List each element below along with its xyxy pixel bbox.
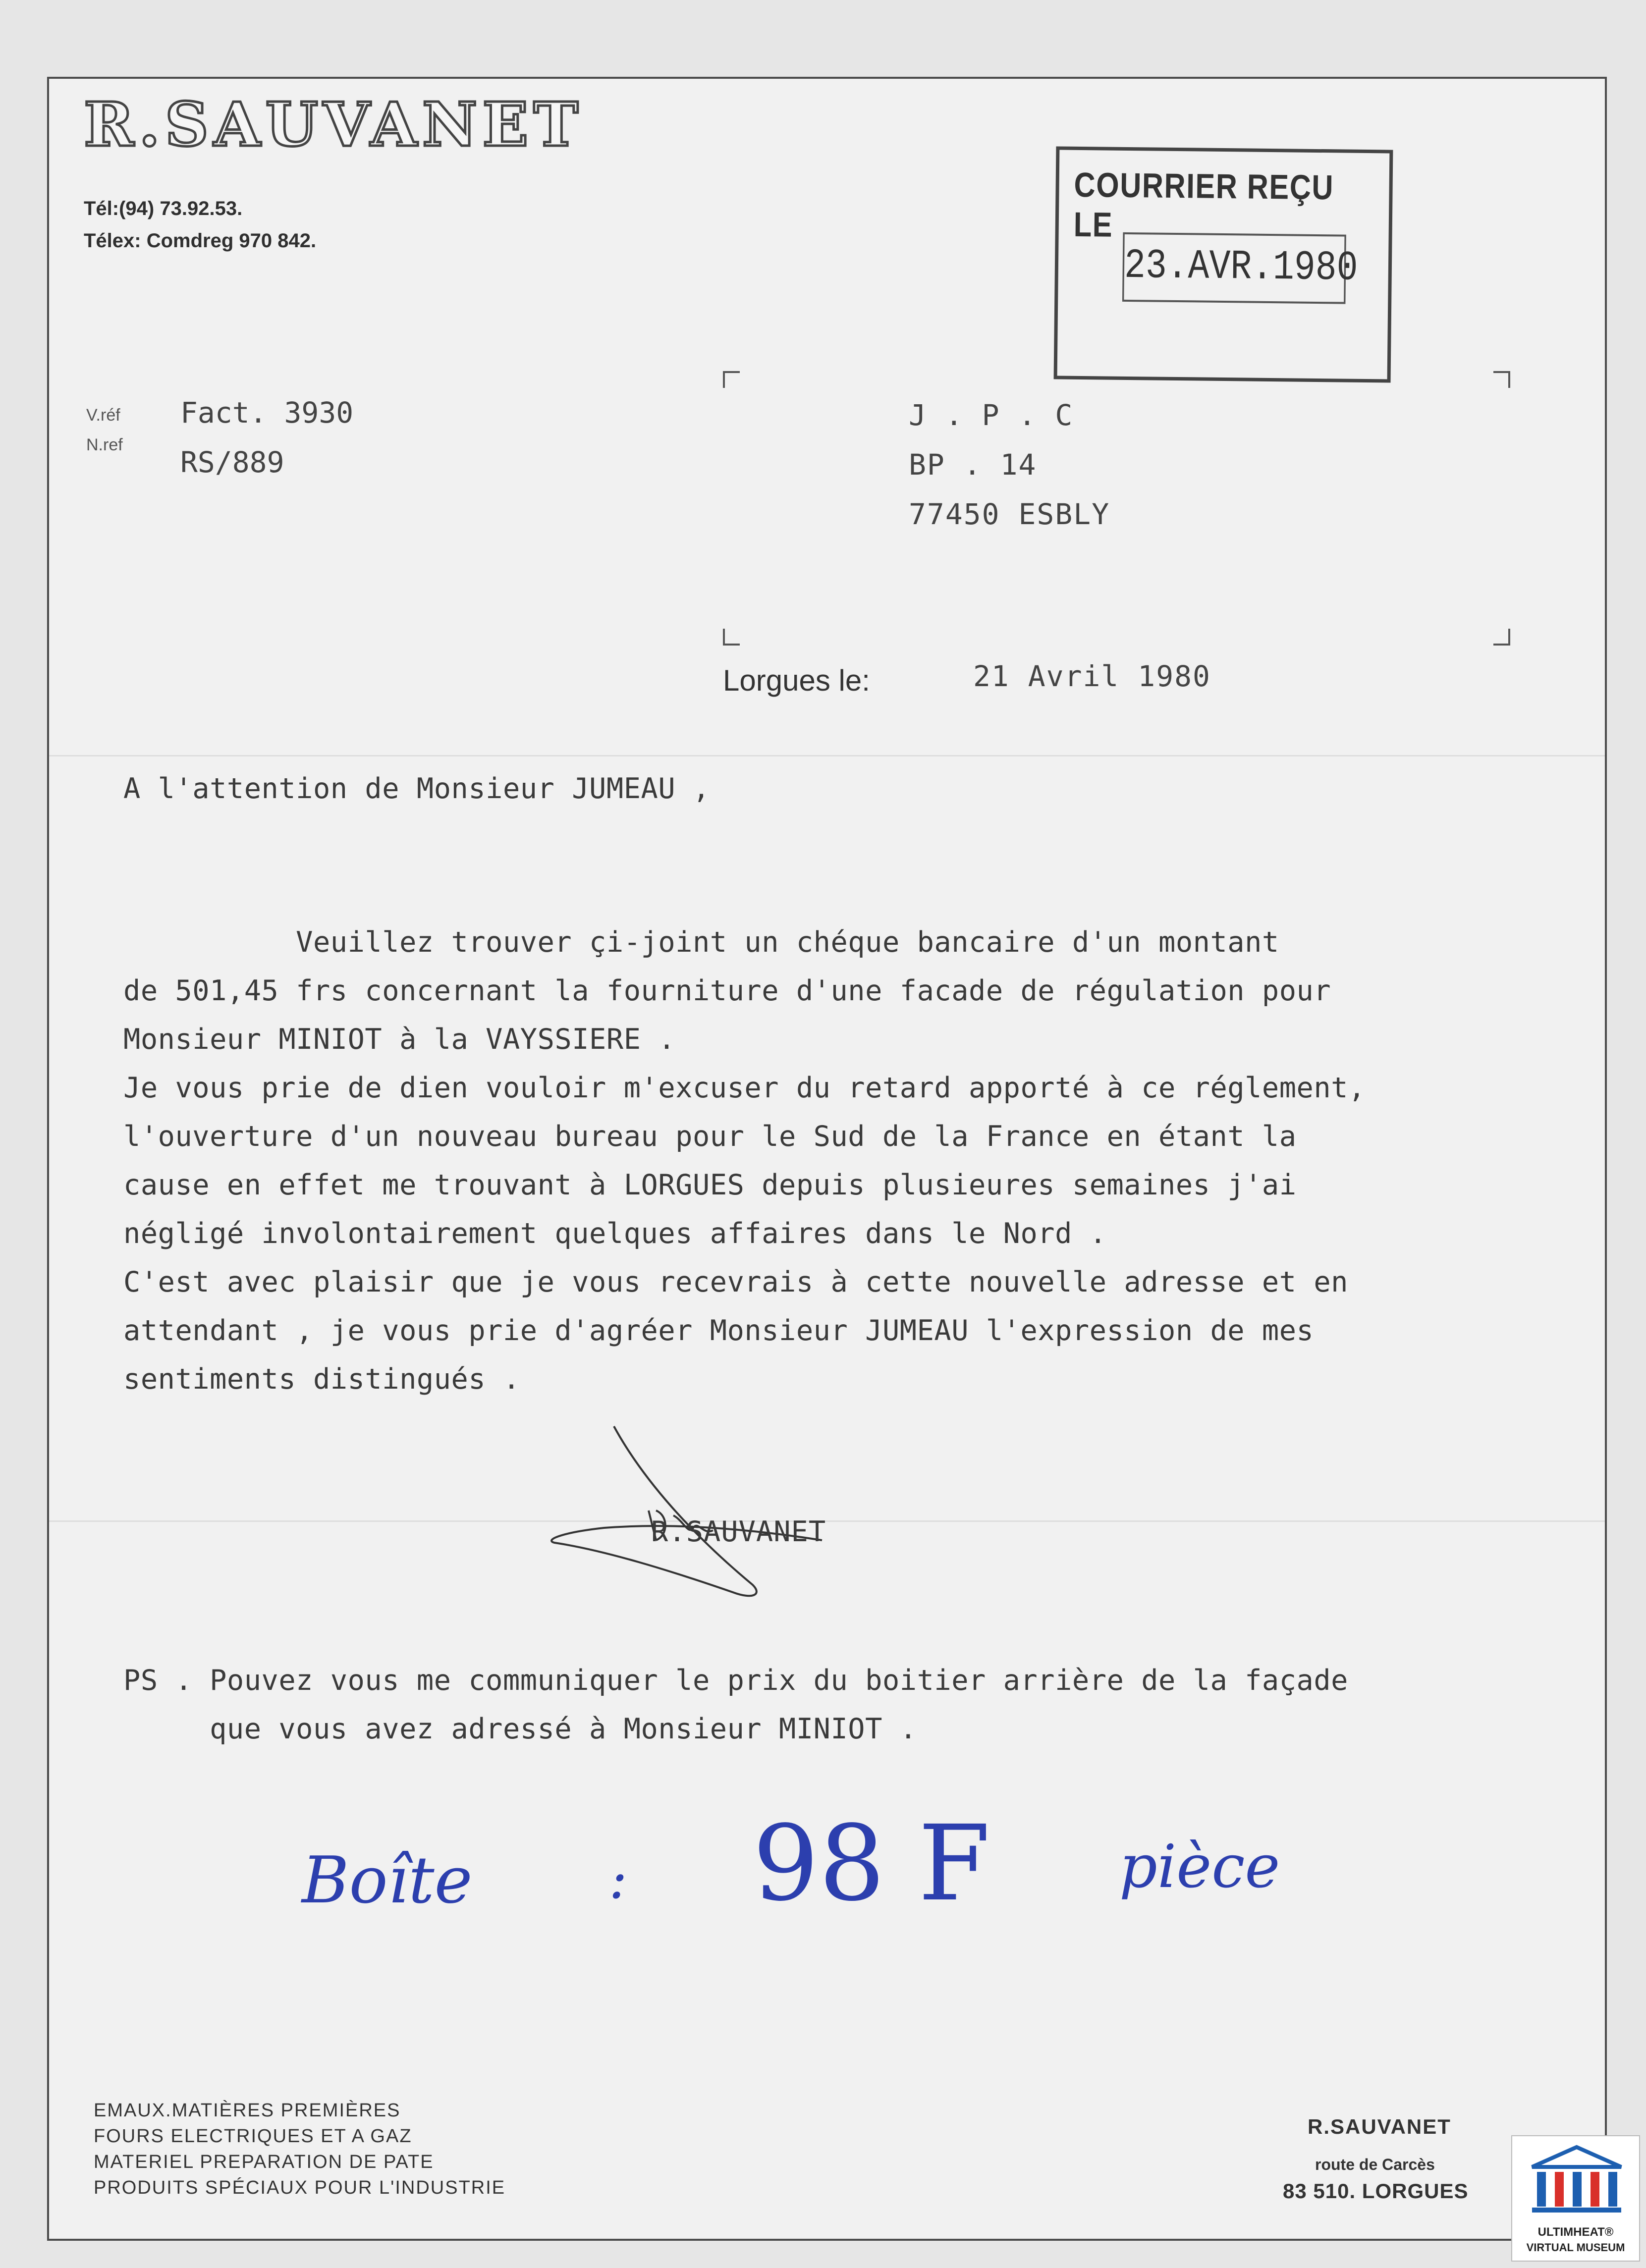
- body-line: négligé involontairement quelques affaires dans le Nord .: [123, 1217, 1107, 1250]
- logo-line-2: VIRTUAL MUSEUM: [1526, 2241, 1625, 2254]
- address-corner: [723, 629, 740, 646]
- received-stamp: [1054, 146, 1393, 382]
- handwritten-price: 98 F: [753, 1803, 990, 1924]
- telephone: Tél:(94) 73.92.53.: [84, 198, 243, 219]
- stamp-title: COURRIER REÇU LE: [1073, 165, 1334, 244]
- recipient-line-3: 77450 ESBLY: [909, 497, 1110, 531]
- date-label: Lorgues le:: [723, 664, 870, 697]
- address-corner: [723, 371, 740, 388]
- letter-date: 21 Avril 1980: [973, 659, 1211, 693]
- nref-value: RS/889: [180, 445, 284, 479]
- ps-line: PS . Pouvez vous me communiquer le prix du boitier arrière de la façade: [123, 1664, 1348, 1697]
- ps-line: que vous avez adressé à Monsieur MINIOT .: [123, 1713, 917, 1745]
- body-line: de 501,45 frs concernant la fourniture d'une facade de régulation pour: [123, 974, 1331, 1007]
- vref-label: V.réf: [86, 406, 120, 425]
- vref-value: Fact. 3930: [180, 396, 354, 430]
- museum-logo: [1511, 2135, 1640, 2262]
- body-line: cause en effet me trouvant à LORGUES depuis plusieures semaines j'ai: [123, 1169, 1297, 1201]
- handwritten-word: Boîte: [302, 1842, 473, 1918]
- footer-activity: MATERIEL PREPARATION DE PATE: [94, 2152, 434, 2172]
- address-corner: [1493, 629, 1510, 646]
- footer-street: route de Carcès: [1315, 2156, 1435, 2173]
- body-line: C'est avec plaisir que je vous recevrais à cette nouvelle adresse et en: [123, 1266, 1348, 1298]
- stamp-date: 23.AVR.1980: [1122, 232, 1346, 304]
- recipient-line-2: BP . 14: [909, 448, 1037, 482]
- body-line: attendant , je vous prie d'agréer Monsieur JUMEAU l'expression de mes: [123, 1314, 1314, 1347]
- body-line: Monsieur MINIOT à la VAYSSIERE .: [123, 1023, 676, 1056]
- museum-building-icon: [1522, 2142, 1631, 2216]
- recipient-line-1: J . P . C: [909, 398, 1074, 432]
- fold-line: [49, 755, 1605, 756]
- handwritten-colon: :: [609, 1847, 628, 1911]
- footer-activity: PRODUITS SPÉCIAUX POUR L'INDUSTRIE: [94, 2177, 506, 2198]
- attention-line: A l'attention de Monsieur JUMEAU ,: [123, 772, 710, 805]
- footer-company: R.SAUVANET: [1308, 2115, 1451, 2138]
- nref-label: N.ref: [86, 435, 123, 454]
- footer-activity: EMAUX.MATIÈRES PREMIÈRES: [94, 2100, 401, 2121]
- telex: Télex: Comdreg 970 842.: [84, 230, 317, 252]
- body-line: sentiments distingués .: [123, 1363, 520, 1396]
- letter-page: [47, 77, 1607, 2241]
- signature-name: R.SAUVANET: [651, 1515, 826, 1548]
- footer-city: 83 510. LORGUES: [1283, 2179, 1469, 2203]
- logo-line-1: ULTIMHEAT®: [1537, 2225, 1614, 2239]
- handwritten-word: pièce: [1119, 1833, 1280, 1901]
- body-line: Je vous prie de dien vouloir m'excuser du retard apporté à ce réglement,: [123, 1072, 1366, 1104]
- body-line: Veuillez trouver çi-joint un chéque bancaire d'un montant: [123, 926, 1279, 959]
- body-line: l'ouverture d'un nouveau bureau pour le Sud de la France en étant la: [123, 1120, 1297, 1153]
- footer-activity: FOURS ELECTRIQUES ET A GAZ: [94, 2126, 412, 2147]
- company-name: R.SAUVANET: [84, 89, 584, 160]
- address-corner: [1493, 371, 1510, 388]
